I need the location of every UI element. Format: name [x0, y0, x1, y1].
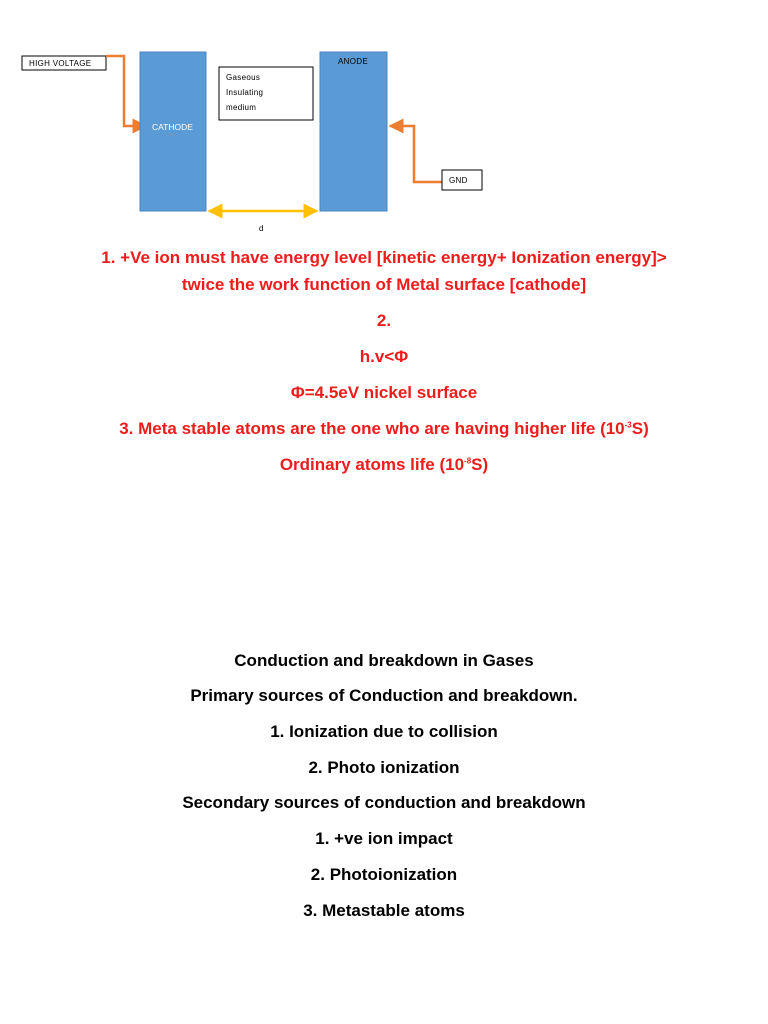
primary-source-item-2: 2. Photo ionization	[308, 758, 460, 777]
medium-label-line1: Gaseous	[226, 73, 261, 82]
red-note-line7-exponent: -8	[464, 456, 472, 466]
secondary-source-item-2: 2. Photoionization	[310, 865, 458, 884]
secondary-sources-heading: Secondary sources of conduction and breakdown	[182, 793, 586, 812]
secondary-source-item-3: 3. Metastable atoms	[303, 901, 465, 920]
high-voltage-label: HIGH VOLTAGE	[29, 59, 92, 68]
primary-sources-heading: Primary sources of Conduction and breakdown.	[190, 686, 578, 705]
red-note-line7-prefix: Ordinary atoms life (10	[279, 455, 465, 474]
medium-label-line3: medium	[226, 103, 257, 112]
red-note-line4: h.v<Φ	[359, 347, 409, 366]
red-note-line6-exponent: -3	[624, 420, 632, 430]
anode-electrode	[320, 52, 387, 211]
medium-label-line2: Insulating	[226, 88, 264, 97]
gnd-label: GND	[449, 176, 468, 185]
red-note-line7-suffix: S)	[471, 455, 489, 474]
red-note-line6-prefix: 3. Meta stable atoms are the one who are having higher life (10	[119, 419, 625, 438]
gap-label: d	[259, 224, 264, 233]
ground-wire	[390, 126, 442, 182]
gas-discharge-diagram	[0, 0, 768, 240]
red-note-line1: 1. +Ve ion must have energy level [kinetic energy+ Ionization energy]>	[101, 248, 667, 267]
red-note-line3: 2.	[376, 311, 392, 330]
red-note-line7	[0, 452, 768, 478]
primary-source-item-1: 1. Ionization due to collision	[270, 722, 498, 741]
red-note-line6	[0, 416, 768, 442]
anode-label: ANODE	[338, 57, 368, 66]
secondary-source-item-1: 1. +ve ion impact	[315, 829, 453, 848]
red-note-line6-suffix: S)	[631, 419, 649, 438]
section-title: Conduction and breakdown in Gases	[234, 651, 534, 670]
cathode-label: CATHODE	[152, 122, 193, 132]
red-note-line2: twice the work function of Metal surface [cathode]	[181, 275, 587, 294]
red-note-line5: Φ=4.5eV nickel surface	[290, 383, 478, 402]
